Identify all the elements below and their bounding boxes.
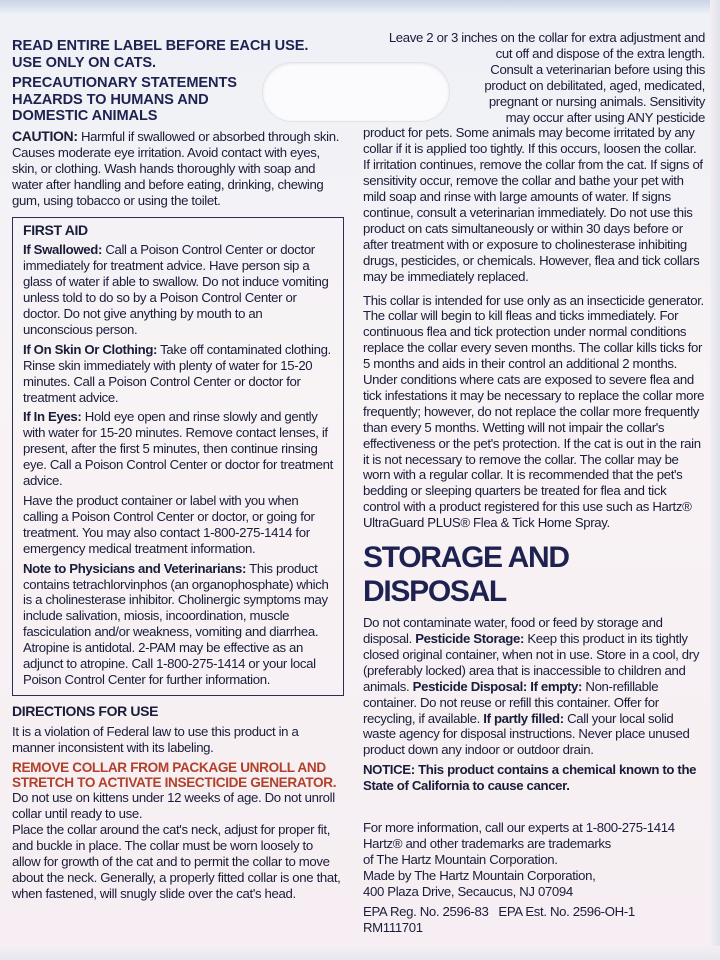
epa-numbers: EPA Reg. No. 2596-83 EPA Est. No. 2596-OH-1 [363, 903, 635, 919]
if-partly-filled-text: Call your local solid waste agency for disposal instructions. Never place unused product down any indoor or outdoor drain. [363, 710, 690, 758]
caution-text: Harmful if swallowed or absorbed through skin. Causes moderate eye irritation. Avoid contact with eyes, skin, or clothing. Wash hands thoroughly with soap and water after handling and before eating, drinking, chewing gum, using tobacco or using the toilet. [12, 128, 340, 208]
package-right-edge [710, 0, 720, 960]
if-swallowed-text: Call a Poison Control Center or doctor immediately for treatment advice. Have person sip a glass of water if able to swallow. Do not induce vomiting unless told to do so by a Poison Control Center or doctor. Do not give anything by mouth to an unconscious person. [23, 242, 329, 337]
first-aid-box [12, 217, 344, 696]
first-aid-title: FIRST AID [23, 221, 88, 238]
consult-vet-text: Consult a veterinarian before using this product on debilitated, aged, medicated, pregnant or nursing animals. Sensitivity may occur after using ANY pesticide [484, 61, 705, 125]
package-bottom-edge [0, 946, 720, 960]
physician-note-label: Note to Physicians and Veterinarians: [23, 560, 247, 576]
package-top-edge [0, 0, 720, 14]
pesticide-storage-label: Pesticide Storage: [415, 631, 524, 646]
if-empty-label: If empty: [530, 678, 583, 694]
caution-paragraph [12, 129, 344, 209]
product-code: RM111701 [363, 919, 423, 935]
left-column [12, 38, 344, 902]
physician-note [23, 561, 335, 688]
manufacturer-address: Made by The Hartz Mountain Corporation, 400 Plaza Drive, Secaucus, NJ 07094 [363, 867, 596, 899]
if-swallowed [23, 242, 335, 337]
if-in-eyes-label: If In Eyes: [23, 409, 82, 425]
right-column [363, 30, 705, 935]
precautionary-heading: PRECAUTIONARY STATEMENTS [12, 75, 237, 92]
leave-inches-text: Leave 2 or 3 inches on the collar for extra adjustment and cut off and dispose of the extra length. [388, 30, 705, 61]
storage-paragraph [363, 615, 705, 758]
pesticide-storage-text: Keep this product in its tightly closed original container, when not in use. Store in a cool, dry (preferably locked) area that is inaccessible to children and animals. [363, 631, 700, 694]
if-in-eyes-text: Hold eye open and rinse slowly and gently with water for 15-20 minutes. Remove contact lenses, if present, after the first 5 minutes, then continue rinsing eye. Call a Poison Control Center or doctor for treatment advice. [23, 409, 333, 489]
trademarks-text: Hartz® and other trademarks are trademarks of The Hartz Mountain Corporation. [363, 835, 611, 867]
if-on-skin-label: If On Skin Or Clothing: [23, 341, 158, 357]
california-notice: NOTICE: This product contains a chemical known to the State of California to cause cancer. [363, 762, 697, 794]
sensitivity-text: product for pets. Some animals may become irritated by any collar if it is applied too tightly. If this occurs, loosen the collar. If irritation continues, remove the collar from the cat. If signs of sensitivity occur, remove the collar and bathe your pet with mild soap and rinse with large amounts of water. If signs continue, consult a veterinarian immediately. Do not use this product on cats simultaneously or within 30 days before or after treatment with or exposure to cholinesterase inhibiting drugs, pesticides, or chemicals. However, flea and tick collars may be immediately replaced. [363, 125, 703, 284]
storage-intro: Do not contaminate water, food or feed by storage and disposal. [363, 615, 663, 646]
storage-disposal-heading: STORAGE AND DISPOSAL [363, 541, 569, 609]
pesticide-disposal-label: Pesticide Disposal: [412, 678, 527, 694]
if-swallowed-label: If Swallowed: [23, 242, 102, 258]
if-empty-text: Non-refillable container. Do not reuse or refill this container. Offer for recycling, if available. [363, 678, 659, 726]
more-info-text: For more information, call our experts at 1-800-275-1414 [363, 820, 675, 836]
kittens-warning: Do not use on kittens under 12 weeks of age. Do not unroll collar until ready to use. [12, 790, 335, 822]
caution-label: CAUTION: [12, 127, 78, 144]
directions-heading: DIRECTIONS FOR USE [12, 702, 159, 719]
remove-collar-instruction: REMOVE COLLAR FROM PACKAGE UNROLL AND STRETCH TO ACTIVATE INSECTICIDE GENERATOR. [12, 759, 337, 790]
violation-text: It is a violation of Federal law to use this product in a manner inconsistent with its labeling. [12, 723, 299, 755]
if-in-eyes [23, 409, 335, 489]
if-partly-filled-label: If partly filled: [483, 710, 564, 726]
hazards-heading: HAZARDS TO HUMANS AND DOMESTIC ANIMALS [12, 91, 209, 125]
container-advice: Have the product container or label with you when calling a Poison Control Center or doctor, or going for treatment. You may also contact 1-800-275-1414 for emergency medical treatment information. [23, 493, 315, 556]
generator-text: This collar is intended for use only as an insecticide generator. The collar will begin to kill fleas and ticks immediately. For continuous flea and tick protection under normal conditions replace the collar every seven months. The collar kills ticks for 5 months and aids in their control an additional 2 months. Under conditions where cats are exposed to severe flea and tick infestations it may be necessary to replace the collar more frequently; however, do not replace the collar more frequently than every 5 months. Wetting will not impair the collar's effectiveness or the pet's protection. If the cat is out in the rain it is not necessary to remove the collar. The collar may be worn with a regular collar. It is recommended that the pet's bedding or sleeping quarters be treated for flea and tick control with a product registered for this use such as Hartz® UltraGuard PLUS® Flea & Tick Home Spray. [363, 292, 705, 531]
label-header-line-2: USE ONLY ON CATS. [12, 54, 156, 71]
if-on-skin [23, 342, 335, 406]
if-on-skin-text: Take off contaminated clothing. Rinse skin immediately with plenty of water for 15-20 minutes. Call a Poison Control Center or doctor for treatment advice. [23, 341, 331, 405]
physician-note-text: This product contains tetrachlorvinphos (an organophosphate) which is a cholinesterase inhibitor. Cholinergic symptoms may include salivation, miosis, incoordination, muscle fasciculation and/or weakness, vomiting and diarrhea. Atropine is antidotal. 2-PAM may be effective as an adjunct to atropine. Call 1-800-275-1414 or your local Poison Control Center for further information. [23, 560, 329, 687]
label-header-line-1: READ ENTIRE LABEL BEFORE EACH USE. [12, 38, 309, 54]
placement-instructions: Place the collar around the cat's neck, adjust for proper fit, and buckle in place. The collar must be worn loosely to allow for growth of the cat and to permit the collar to move about the neck. Generally, a properly fitted collar is one that, when fastened, will snugly slide over the cat's head. [12, 822, 341, 901]
